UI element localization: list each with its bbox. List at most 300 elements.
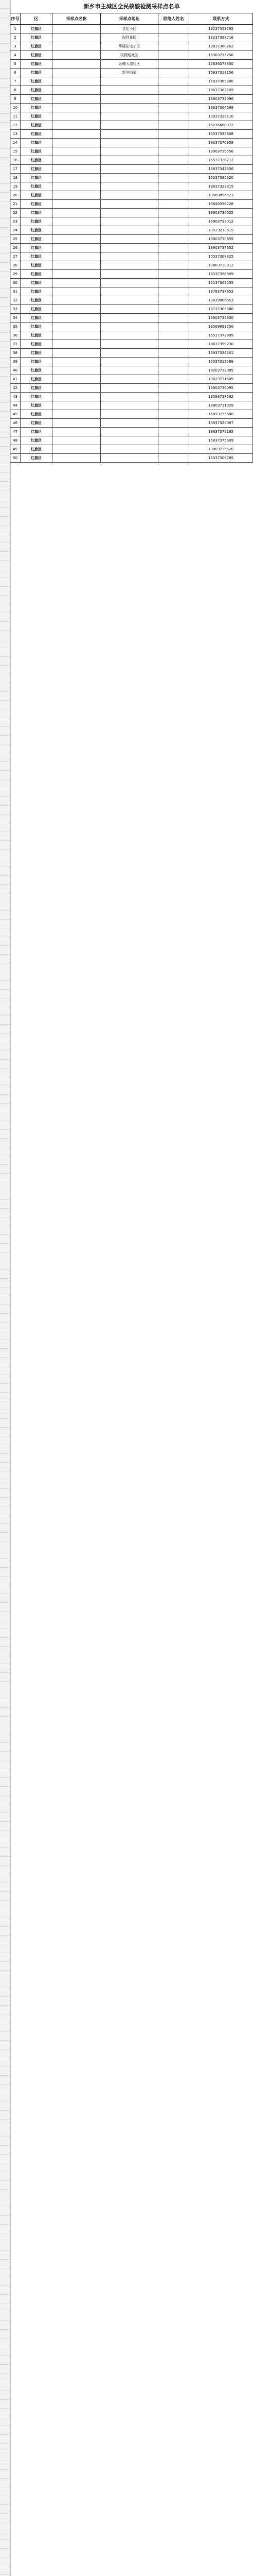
cell-phone[interactable]: 18903737652 xyxy=(189,244,253,252)
cell-contact-name[interactable] xyxy=(158,191,189,200)
table-row[interactable] xyxy=(10,428,253,436)
cell-contact-name[interactable] xyxy=(158,287,189,296)
cell-phone[interactable]: 18637322815 xyxy=(189,182,253,191)
cell-contact-name[interactable] xyxy=(158,104,189,112)
table-row[interactable] xyxy=(10,384,253,393)
cell-index[interactable]: 35 xyxy=(10,323,21,331)
cell-index[interactable]: 41 xyxy=(10,375,21,384)
table-row[interactable] xyxy=(10,252,253,261)
table-row[interactable] xyxy=(10,235,253,244)
cell-site-address[interactable] xyxy=(101,331,158,340)
cell-district[interactable]: 红旗区 xyxy=(21,182,52,191)
cell-index[interactable]: 4 xyxy=(10,51,21,60)
table-row[interactable] xyxy=(10,410,253,419)
cell-phone[interactable]: 18637382109 xyxy=(189,86,253,95)
cell-phone[interactable]: 13803735520 xyxy=(189,445,253,454)
table-row[interactable] xyxy=(10,33,253,42)
cell-index[interactable]: 48 xyxy=(10,436,21,445)
cell-site-name[interactable] xyxy=(52,244,101,252)
cell-phone[interactable]: 13523213615 xyxy=(189,226,253,235)
cell-site-address[interactable]: 华隆住宅小区 xyxy=(101,42,158,51)
cell-index[interactable]: 36 xyxy=(10,331,21,340)
cell-site-name[interactable] xyxy=(52,366,101,375)
cell-contact-name[interactable] xyxy=(158,305,189,314)
cell-district[interactable]: 红旗区 xyxy=(21,323,52,331)
cell-phone[interactable]: 15537335808 xyxy=(189,130,253,139)
cell-index[interactable]: 1 xyxy=(10,25,21,33)
cell-district[interactable]: 红旗区 xyxy=(21,445,52,454)
cell-phone[interactable]: 15836378830 xyxy=(189,60,253,69)
cell-index[interactable]: 8 xyxy=(10,86,21,95)
cell-phone[interactable]: 13837342356 xyxy=(189,165,253,174)
cell-phone[interactable]: 18837379165 xyxy=(189,428,253,436)
cell-district[interactable]: 红旗区 xyxy=(21,393,52,401)
cell-index[interactable]: 14 xyxy=(10,139,21,147)
cell-district[interactable]: 红旗区 xyxy=(21,147,52,156)
cell-index[interactable]: 7 xyxy=(10,77,21,86)
cell-contact-name[interactable] xyxy=(158,147,189,156)
cell-contact-name[interactable] xyxy=(158,270,189,279)
cell-contact-name[interactable] xyxy=(158,25,189,33)
cell-district[interactable]: 红旗区 xyxy=(21,112,52,121)
cell-index[interactable]: 21 xyxy=(10,200,21,209)
table-row[interactable] xyxy=(10,77,253,86)
cell-phone[interactable]: 18337356809 xyxy=(189,270,253,279)
cell-district[interactable]: 红旗区 xyxy=(21,77,52,86)
cell-district[interactable]: 红旗区 xyxy=(21,60,52,69)
cell-site-name[interactable] xyxy=(52,112,101,121)
cell-index[interactable]: 37 xyxy=(10,340,21,349)
cell-phone[interactable]: 18337370958 xyxy=(189,139,253,147)
cell-site-address[interactable] xyxy=(101,182,158,191)
cell-site-name[interactable] xyxy=(52,375,101,384)
cell-phone[interactable]: 13839006653 xyxy=(189,296,253,305)
cell-phone[interactable]: 18637359230 xyxy=(189,340,253,349)
cell-district[interactable]: 红旗区 xyxy=(21,261,52,270)
cell-site-name[interactable] xyxy=(52,104,101,112)
cell-district[interactable]: 红旗区 xyxy=(21,121,52,130)
cell-district[interactable]: 红旗区 xyxy=(21,331,52,340)
table-row[interactable] xyxy=(10,314,253,323)
cell-site-name[interactable] xyxy=(52,323,101,331)
cell-site-name[interactable] xyxy=(52,69,101,77)
cell-site-address[interactable]: 牧野路社区 xyxy=(101,51,158,60)
cell-district[interactable]: 红旗区 xyxy=(21,235,52,244)
cell-site-address[interactable] xyxy=(101,244,158,252)
cell-site-address[interactable] xyxy=(101,104,158,112)
cell-district[interactable]: 红旗区 xyxy=(21,287,52,296)
cell-site-address[interactable] xyxy=(101,419,158,428)
cell-contact-name[interactable] xyxy=(158,33,189,42)
cell-contact-name[interactable] xyxy=(158,384,189,393)
cell-contact-name[interactable] xyxy=(158,200,189,209)
cell-phone[interactable]: 15517372609 xyxy=(189,331,253,340)
cell-site-name[interactable] xyxy=(52,358,101,366)
cell-district[interactable]: 红旗区 xyxy=(21,454,52,463)
cell-phone[interactable]: 18803731029 xyxy=(189,401,253,410)
cell-contact-name[interactable] xyxy=(158,428,189,436)
cell-index[interactable]: 31 xyxy=(10,287,21,296)
table-row[interactable] xyxy=(10,349,253,358)
table-row[interactable] xyxy=(10,393,253,401)
cell-contact-name[interactable] xyxy=(158,340,189,349)
cell-district[interactable]: 红旗区 xyxy=(21,86,52,95)
cell-district[interactable]: 红旗区 xyxy=(21,226,52,235)
cell-site-address[interactable] xyxy=(101,235,158,244)
cell-index[interactable]: 23 xyxy=(10,217,21,226)
cell-site-name[interactable] xyxy=(52,86,101,95)
cell-index[interactable]: 42 xyxy=(10,384,21,393)
table-row[interactable] xyxy=(10,323,253,331)
cell-district[interactable]: 红旗区 xyxy=(21,33,52,42)
cell-contact-name[interactable] xyxy=(158,436,189,445)
cell-contact-name[interactable] xyxy=(158,174,189,182)
cell-site-name[interactable] xyxy=(52,410,101,419)
table-row[interactable] xyxy=(10,445,253,454)
cell-contact-name[interactable] xyxy=(158,279,189,287)
cell-district[interactable]: 红旗区 xyxy=(21,436,52,445)
cell-site-name[interactable] xyxy=(52,121,101,130)
cell-index[interactable]: 18 xyxy=(10,174,21,182)
cell-site-name[interactable] xyxy=(52,401,101,410)
table-row[interactable] xyxy=(10,454,253,463)
cell-site-name[interactable] xyxy=(52,445,101,454)
cell-site-name[interactable] xyxy=(52,25,101,33)
cell-phone[interactable]: 18737305386 xyxy=(189,305,253,314)
cell-phone[interactable]: 15037385620 xyxy=(189,174,253,182)
cell-site-address[interactable] xyxy=(101,217,158,226)
cell-site-name[interactable] xyxy=(52,384,101,393)
cell-phone[interactable]: 13569893250 xyxy=(189,323,253,331)
cell-site-address[interactable] xyxy=(101,445,158,454)
cell-district[interactable]: 红旗区 xyxy=(21,95,52,104)
cell-phone[interactable]: 15037312589 xyxy=(189,358,253,366)
table-row[interactable] xyxy=(10,279,253,287)
table-row[interactable] xyxy=(10,296,253,305)
cell-site-name[interactable] xyxy=(52,60,101,69)
cell-site-name[interactable] xyxy=(52,182,101,191)
table-row[interactable] xyxy=(10,261,253,270)
cell-site-address[interactable] xyxy=(101,287,158,296)
table-row[interactable] xyxy=(10,375,253,384)
table-row[interactable] xyxy=(10,305,253,314)
cell-contact-name[interactable] xyxy=(158,331,189,340)
cell-site-name[interactable] xyxy=(52,174,101,182)
cell-phone[interactable]: 15137368255 xyxy=(189,279,253,287)
cell-site-name[interactable] xyxy=(52,314,101,323)
table-row[interactable] xyxy=(10,95,253,104)
cell-phone[interactable]: 15803730659 xyxy=(189,235,253,244)
cell-site-name[interactable] xyxy=(52,200,101,209)
cell-phone[interactable]: 15303735256 xyxy=(189,51,253,60)
cell-index[interactable]: 34 xyxy=(10,314,21,323)
cell-index[interactable]: 29 xyxy=(10,270,21,279)
cell-district[interactable]: 红旗区 xyxy=(21,252,52,261)
table-row[interactable] xyxy=(10,401,253,410)
cell-phone[interactable]: 15037306785 xyxy=(189,454,253,463)
cell-contact-name[interactable] xyxy=(158,375,189,384)
cell-phone[interactable]: 13903739556 xyxy=(189,147,253,156)
cell-index[interactable]: 43 xyxy=(10,393,21,401)
cell-phone[interactable]: 15837375609 xyxy=(189,436,253,445)
cell-contact-name[interactable] xyxy=(158,60,189,69)
cell-index[interactable]: 46 xyxy=(10,419,21,428)
cell-site-name[interactable] xyxy=(52,209,101,217)
cell-phone[interactable]: 13937329110 xyxy=(189,112,253,121)
cell-index[interactable]: 32 xyxy=(10,296,21,305)
cell-phone[interactable]: 13803738912 xyxy=(189,261,253,270)
cell-index[interactable]: 10 xyxy=(10,104,21,112)
cell-index[interactable]: 39 xyxy=(10,358,21,366)
cell-phone[interactable]: 15537326712 xyxy=(189,156,253,165)
cell-contact-name[interactable] xyxy=(158,349,189,358)
cell-phone[interactable]: 13937325087 xyxy=(189,419,253,428)
cell-site-name[interactable] xyxy=(52,165,101,174)
cell-site-name[interactable] xyxy=(52,147,101,156)
cell-site-address[interactable] xyxy=(101,358,158,366)
cell-site-address[interactable] xyxy=(101,130,158,139)
cell-phone[interactable]: 15903736095 xyxy=(189,384,253,393)
cell-district[interactable]: 红旗区 xyxy=(21,209,52,217)
cell-index[interactable]: 27 xyxy=(10,252,21,261)
cell-site-name[interactable] xyxy=(52,95,101,104)
cell-phone[interactable]: 18237398716 xyxy=(189,33,253,42)
cell-site-address[interactable] xyxy=(101,323,158,331)
table-row[interactable] xyxy=(10,51,253,60)
table-row[interactable] xyxy=(10,209,253,217)
table-row[interactable] xyxy=(10,130,253,139)
cell-site-name[interactable] xyxy=(52,51,101,60)
cell-district[interactable]: 红旗区 xyxy=(21,349,52,358)
cell-phone[interactable]: 13598737582 xyxy=(189,393,253,401)
cell-site-name[interactable] xyxy=(52,42,101,51)
table-row[interactable] xyxy=(10,69,253,77)
cell-index[interactable]: 20 xyxy=(10,191,21,200)
cell-contact-name[interactable] xyxy=(158,112,189,121)
cell-site-address[interactable] xyxy=(101,296,158,305)
cell-district[interactable]: 红旗区 xyxy=(21,428,52,436)
cell-site-address[interactable] xyxy=(101,375,158,384)
cell-phone[interactable]: 13849356728 xyxy=(189,200,253,209)
cell-contact-name[interactable] xyxy=(158,182,189,191)
table-row[interactable] xyxy=(10,436,253,445)
cell-index[interactable]: 13 xyxy=(10,130,21,139)
cell-contact-name[interactable] xyxy=(158,42,189,51)
cell-site-name[interactable] xyxy=(52,217,101,226)
table-row[interactable] xyxy=(10,147,253,156)
cell-contact-name[interactable] xyxy=(158,244,189,252)
cell-phone[interactable]: 15837312156 xyxy=(189,69,253,77)
cell-site-address[interactable] xyxy=(101,305,158,314)
table-row[interactable] xyxy=(10,60,253,69)
cell-index[interactable]: 6 xyxy=(10,69,21,77)
table-row[interactable] xyxy=(10,25,253,33)
cell-index[interactable]: 45 xyxy=(10,410,21,419)
table-row[interactable] xyxy=(10,104,253,112)
cell-site-address[interactable] xyxy=(101,191,158,200)
table-row[interactable] xyxy=(10,226,253,235)
cell-index[interactable]: 24 xyxy=(10,226,21,235)
cell-contact-name[interactable] xyxy=(158,393,189,401)
cell-site-address[interactable] xyxy=(101,252,158,261)
cell-district[interactable]: 红旗区 xyxy=(21,296,52,305)
cell-district[interactable]: 红旗区 xyxy=(21,156,52,165)
cell-site-address[interactable]: 新华街道 xyxy=(101,69,158,77)
table-row[interactable] xyxy=(10,86,253,95)
cell-index[interactable]: 47 xyxy=(10,428,21,436)
cell-phone[interactable]: 15837365280 xyxy=(189,77,253,86)
cell-contact-name[interactable] xyxy=(158,445,189,454)
cell-site-address[interactable] xyxy=(101,156,158,165)
cell-district[interactable]: 红旗区 xyxy=(21,305,52,314)
cell-site-address[interactable]: 保利花园 xyxy=(101,33,158,42)
cell-phone[interactable]: 15236688072 xyxy=(189,121,253,130)
cell-contact-name[interactable] xyxy=(158,217,189,226)
cell-site-name[interactable] xyxy=(52,130,101,139)
cell-district[interactable]: 红旗区 xyxy=(21,244,52,252)
cell-site-name[interactable] xyxy=(52,436,101,445)
cell-contact-name[interactable] xyxy=(158,358,189,366)
cell-index[interactable]: 12 xyxy=(10,121,21,130)
cell-site-address[interactable] xyxy=(101,410,158,419)
cell-index[interactable]: 22 xyxy=(10,209,21,217)
table-row[interactable] xyxy=(10,217,253,226)
cell-phone[interactable]: 13837360262 xyxy=(189,42,253,51)
cell-phone[interactable]: 15537368825 xyxy=(189,252,253,261)
cell-site-address[interactable] xyxy=(101,340,158,349)
cell-district[interactable]: 红旗区 xyxy=(21,104,52,112)
cell-index[interactable]: 50 xyxy=(10,454,21,463)
table-row[interactable] xyxy=(10,156,253,165)
table-row[interactable] xyxy=(10,419,253,428)
cell-site-address[interactable] xyxy=(101,454,158,463)
table-row[interactable] xyxy=(10,358,253,366)
cell-site-name[interactable] xyxy=(52,305,101,314)
cell-index[interactable]: 26 xyxy=(10,244,21,252)
cell-site-name[interactable] xyxy=(52,296,101,305)
cell-index[interactable]: 16 xyxy=(10,156,21,165)
cell-site-address[interactable] xyxy=(101,121,158,130)
cell-district[interactable]: 红旗区 xyxy=(21,279,52,287)
cell-phone[interactable]: 18603736625 xyxy=(189,209,253,217)
cell-contact-name[interactable] xyxy=(158,366,189,375)
cell-site-address[interactable]: 文化小区 xyxy=(101,25,158,33)
cell-contact-name[interactable] xyxy=(158,95,189,104)
table-row[interactable] xyxy=(10,331,253,340)
cell-district[interactable]: 红旗区 xyxy=(21,419,52,428)
cell-district[interactable]: 红旗区 xyxy=(21,191,52,200)
cell-site-address[interactable] xyxy=(101,200,158,209)
cell-district[interactable]: 红旗区 xyxy=(21,130,52,139)
cell-phone[interactable]: 13783737652 xyxy=(189,287,253,296)
cell-contact-name[interactable] xyxy=(158,139,189,147)
cell-index[interactable]: 3 xyxy=(10,42,21,51)
cell-district[interactable]: 红旗区 xyxy=(21,42,52,51)
cell-contact-name[interactable] xyxy=(158,165,189,174)
cell-contact-name[interactable] xyxy=(158,51,189,60)
cell-district[interactable]: 红旗区 xyxy=(21,69,52,77)
cell-phone[interactable]: 13803733096 xyxy=(189,95,253,104)
cell-phone[interactable]: 13569896523 xyxy=(189,191,253,200)
table-row[interactable] xyxy=(10,112,253,121)
cell-site-address[interactable] xyxy=(101,279,158,287)
cell-contact-name[interactable] xyxy=(158,323,189,331)
cell-district[interactable]: 红旗区 xyxy=(21,314,52,323)
cell-site-address[interactable] xyxy=(101,349,158,358)
cell-contact-name[interactable] xyxy=(158,77,189,86)
cell-site-name[interactable] xyxy=(52,156,101,165)
cell-index[interactable]: 9 xyxy=(10,95,21,104)
cell-district[interactable]: 红旗区 xyxy=(21,139,52,147)
cell-site-name[interactable] xyxy=(52,33,101,42)
cell-district[interactable]: 红旗区 xyxy=(21,366,52,375)
cell-contact-name[interactable] xyxy=(158,314,189,323)
cell-district[interactable]: 红旗区 xyxy=(21,25,52,33)
table-row[interactable] xyxy=(10,182,253,191)
cell-contact-name[interactable] xyxy=(158,454,189,463)
cell-site-address[interactable] xyxy=(101,86,158,95)
cell-phone[interactable]: 15903733012 xyxy=(189,217,253,226)
cell-site-address[interactable] xyxy=(101,401,158,410)
cell-index[interactable]: 5 xyxy=(10,60,21,69)
cell-site-address[interactable] xyxy=(101,112,158,121)
cell-index[interactable]: 30 xyxy=(10,279,21,287)
cell-site-address[interactable]: 金穗大道社区 xyxy=(101,60,158,69)
cell-index[interactable]: 11 xyxy=(10,112,21,121)
cell-site-name[interactable] xyxy=(52,340,101,349)
cell-index[interactable]: 2 xyxy=(10,33,21,42)
table-row[interactable] xyxy=(10,191,253,200)
cell-index[interactable]: 40 xyxy=(10,366,21,375)
table-row[interactable] xyxy=(10,42,253,51)
cell-site-name[interactable] xyxy=(52,77,101,86)
cell-site-name[interactable] xyxy=(52,393,101,401)
cell-index[interactable]: 15 xyxy=(10,147,21,156)
cell-site-name[interactable] xyxy=(52,235,101,244)
cell-district[interactable]: 红旗区 xyxy=(21,51,52,60)
table-row[interactable] xyxy=(10,340,253,349)
cell-site-address[interactable] xyxy=(101,165,158,174)
cell-contact-name[interactable] xyxy=(158,252,189,261)
cell-site-address[interactable] xyxy=(101,139,158,147)
cell-phone[interactable]: 18637364588 xyxy=(189,104,253,112)
cell-contact-name[interactable] xyxy=(158,69,189,77)
cell-site-address[interactable] xyxy=(101,428,158,436)
cell-phone[interactable]: 13623731609 xyxy=(189,375,253,384)
cell-district[interactable]: 红旗区 xyxy=(21,375,52,384)
cell-district[interactable]: 红旗区 xyxy=(21,410,52,419)
cell-contact-name[interactable] xyxy=(158,156,189,165)
cell-site-name[interactable] xyxy=(52,226,101,235)
cell-contact-name[interactable] xyxy=(158,235,189,244)
cell-index[interactable]: 28 xyxy=(10,261,21,270)
cell-contact-name[interactable] xyxy=(158,401,189,410)
cell-district[interactable]: 红旗区 xyxy=(21,340,52,349)
cell-district[interactable]: 红旗区 xyxy=(21,270,52,279)
cell-contact-name[interactable] xyxy=(158,410,189,419)
cell-district[interactable]: 红旗区 xyxy=(21,174,52,182)
cell-index[interactable]: 25 xyxy=(10,235,21,244)
cell-site-name[interactable] xyxy=(52,279,101,287)
table-row[interactable] xyxy=(10,121,253,130)
cell-district[interactable]: 红旗区 xyxy=(21,358,52,366)
cell-site-name[interactable] xyxy=(52,252,101,261)
cell-contact-name[interactable] xyxy=(158,226,189,235)
table-row[interactable] xyxy=(10,244,253,252)
cell-site-address[interactable] xyxy=(101,226,158,235)
cell-phone[interactable]: 15903735630 xyxy=(189,314,253,323)
cell-site-name[interactable] xyxy=(52,139,101,147)
